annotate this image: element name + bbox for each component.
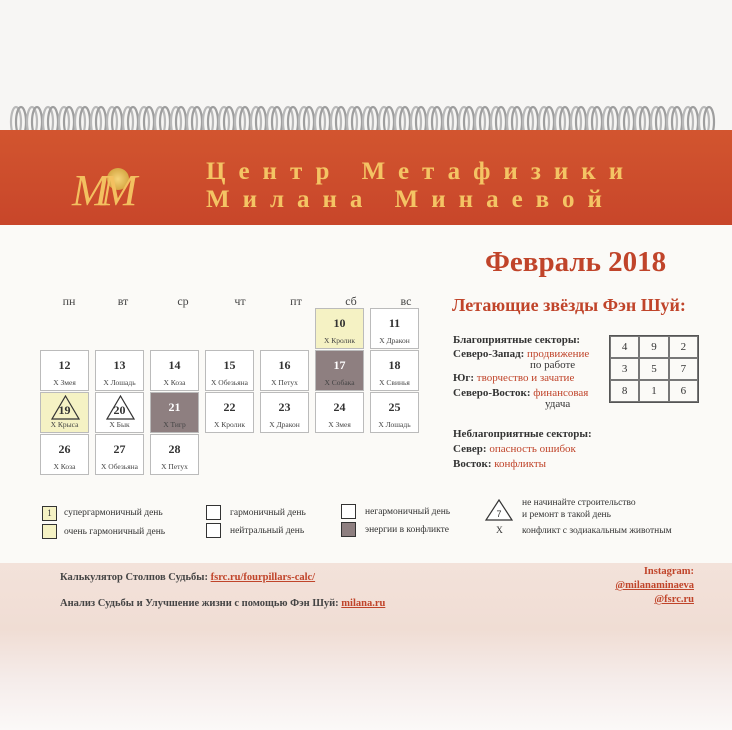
logo-mark: ММ xyxy=(72,166,130,215)
warning-triangle-icon xyxy=(484,498,514,522)
legend-warn-num: 7 xyxy=(496,509,502,519)
flying-stars-grid xyxy=(609,335,699,403)
weekday-5: сб xyxy=(345,294,357,308)
day-animal: Х Петух xyxy=(161,462,188,471)
legend-super-box: 1 xyxy=(42,506,57,521)
favorable-title: Благоприятные секторы: xyxy=(453,334,581,346)
day-cell xyxy=(260,350,309,391)
day-cell xyxy=(150,350,199,391)
day-number: 12 xyxy=(58,358,71,372)
day-animal: Х Коза xyxy=(53,462,76,471)
day-number: 13 xyxy=(113,358,126,372)
day-cell xyxy=(95,392,144,433)
unfavorable-title: Неблагоприятные секторы: xyxy=(453,428,592,440)
day-cell xyxy=(205,392,254,433)
legend-conflict: энергии в конфликте xyxy=(365,525,449,535)
month-title: Февраль 2018 xyxy=(485,246,667,278)
day-number: 27 xyxy=(113,442,126,456)
weekday-4: пт xyxy=(290,294,302,308)
day-number: 14 xyxy=(168,358,181,372)
day-cell xyxy=(315,308,364,349)
day-animal: Х Крыса xyxy=(50,420,79,429)
star-cell: 5 xyxy=(639,358,668,380)
day-number: 21 xyxy=(168,400,181,414)
legend-harm: гармоничный день xyxy=(230,508,306,518)
south-text: творчество и зачатие xyxy=(476,372,575,384)
legend-neutral-box xyxy=(206,523,221,538)
legend-nonharm: негармоничный день xyxy=(365,507,451,517)
north-text: опасность ошибок xyxy=(489,443,576,455)
brand-line-2: Милана Минаевой xyxy=(206,186,615,213)
star-cell: 3 xyxy=(610,358,639,380)
day-animal: Х Лошадь xyxy=(378,420,411,429)
analysis-link[interactable]: milana.ru xyxy=(341,598,386,609)
day-number: 25 xyxy=(388,400,401,414)
day-cell xyxy=(150,392,199,433)
day-cell xyxy=(370,308,419,349)
analysis-label: Анализ Судьбы и Улучшение жизни с помощью Фэн Шуй: xyxy=(60,598,339,609)
star-cell: 6 xyxy=(669,380,698,402)
legend-warn-2: и ремонт в такой день xyxy=(522,510,611,520)
day-cell xyxy=(95,350,144,391)
day-number: 28 xyxy=(168,442,181,456)
legend-very-box xyxy=(42,524,57,539)
weekday-1: вт xyxy=(117,294,129,308)
legend-super: супергармоничный день xyxy=(64,508,163,518)
day-number: 23 xyxy=(278,400,291,414)
day-number: 11 xyxy=(388,316,401,330)
day-cell xyxy=(260,392,309,433)
legend-conflict-box xyxy=(341,522,356,537)
star-cell: 7 xyxy=(669,358,698,380)
south-label: Юг: xyxy=(453,372,475,384)
legend-neutral: нейтральный день xyxy=(230,526,305,536)
ne-text-2: удача xyxy=(545,398,571,410)
day-animal: Х Лошадь xyxy=(103,378,136,387)
day-cell xyxy=(150,434,199,475)
nw-label: Северо-Запад: xyxy=(453,348,525,360)
star-cell: 2 xyxy=(669,336,698,358)
weekday-3: чт xyxy=(234,294,246,308)
day-number: 15 xyxy=(223,358,236,372)
brand-line-1: Центр Метафизики xyxy=(206,158,637,185)
day-animal: Х Свинья xyxy=(379,378,410,387)
day-cell xyxy=(315,350,364,391)
calc-label: Калькулятор Столпов Судьбы: xyxy=(60,572,208,583)
day-animal: Х Обезьяна xyxy=(100,462,139,471)
ne-text: финансовая xyxy=(533,387,589,399)
star-cell: 1 xyxy=(639,380,668,402)
day-animal: Х Коза xyxy=(163,378,186,387)
day-cell xyxy=(40,392,89,433)
day-cell xyxy=(370,350,419,391)
day-number: 16 xyxy=(278,358,291,372)
flying-stars-title: Летающие звёзды Фэн Шуй: xyxy=(452,295,686,315)
weekday-0: пн xyxy=(62,294,76,308)
legend-warn-1: не начинайте строительство xyxy=(522,498,636,508)
day-number: 10 xyxy=(333,316,346,330)
calc-link[interactable]: fsrc.ru/fourpillars-calc/ xyxy=(210,572,316,583)
star-cell: 8 xyxy=(610,380,639,402)
day-cell xyxy=(205,350,254,391)
east-label: Восток: xyxy=(453,458,492,470)
day-animal: Х Кролик xyxy=(323,336,356,345)
day-cell xyxy=(40,434,89,475)
instagram-label: Instagram: xyxy=(643,566,694,577)
day-animal: Х Дракон xyxy=(269,420,300,429)
nw-text-2: по работе xyxy=(530,359,576,371)
day-animal: Х Петух xyxy=(271,378,298,387)
day-cell xyxy=(40,350,89,391)
day-number: 24 xyxy=(333,400,346,414)
legend-x-mark: X xyxy=(496,526,503,536)
ne-label: Северо-Восток: xyxy=(453,387,531,399)
star-cell: 4 xyxy=(610,336,639,358)
legend-harm-box xyxy=(206,505,221,520)
weekday-2: ср xyxy=(177,294,189,308)
day-cell xyxy=(95,434,144,475)
weekday-6: вс xyxy=(400,294,412,308)
day-animal: Х Змея xyxy=(328,420,351,429)
day-number: 20 xyxy=(113,403,126,417)
nw-text: продвижение xyxy=(527,348,590,360)
day-cell xyxy=(315,392,364,433)
day-animal: Х Обезьяна xyxy=(210,378,249,387)
day-cell xyxy=(370,392,419,433)
analysis-line xyxy=(60,598,385,609)
day-number: 17 xyxy=(333,358,346,372)
day-animal: Х Дракон xyxy=(379,336,410,345)
day-number: 18 xyxy=(388,358,401,372)
day-animal: Х Собака xyxy=(324,378,355,387)
north-label: Север: xyxy=(453,443,487,455)
day-number: 26 xyxy=(58,442,71,456)
east-text: конфликты xyxy=(494,458,547,470)
day-animal: Х Бык xyxy=(109,420,130,429)
instagram-handle-2[interactable]: @fsrc.ru xyxy=(654,594,694,605)
legend-very: очень гармоничный день xyxy=(64,527,166,537)
day-animal: Х Кролик xyxy=(213,420,246,429)
legend-nonharm-box xyxy=(341,504,356,519)
day-number: 19 xyxy=(58,403,71,417)
instagram-handle-1[interactable]: @milanaminaeva xyxy=(615,580,694,591)
day-number: 22 xyxy=(223,400,236,414)
star-cell: 9 xyxy=(639,336,668,358)
day-animal: Х Змея xyxy=(53,378,76,387)
day-animal: Х Тигр xyxy=(163,420,186,429)
legend-x-text: конфликт с зодиакальным животным xyxy=(522,526,672,536)
calc-line xyxy=(60,572,315,583)
